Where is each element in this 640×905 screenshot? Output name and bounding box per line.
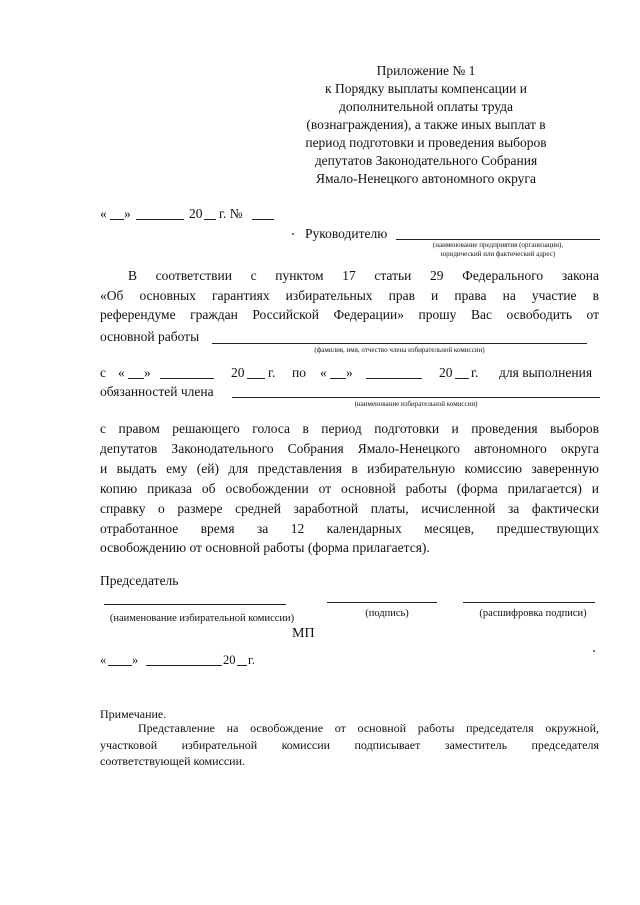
- note-line: участковой избирательной комиссии подписывает заместитель председателя: [100, 738, 599, 752]
- paragraph-line: освобождению от основной работы (форма прилагается).: [100, 540, 430, 555]
- addressee-hint: юридический или фактический адрес): [440, 250, 556, 258]
- to-year-suffix: г.: [471, 365, 479, 380]
- signature-decode-field[interactable]: [463, 602, 595, 603]
- paragraph-line: В соответствии с пунктом 17 статьи 29 Федерального закона: [128, 268, 599, 283]
- paragraph-line: с правом решающего голоса в период подготовки и проведения выборов: [100, 421, 599, 436]
- addressee-hint: (наименование предприятия (организации),: [432, 241, 564, 249]
- quote-open: «: [100, 653, 107, 667]
- from-year-blank[interactable]: [247, 378, 265, 379]
- quote-close: »: [124, 206, 131, 221]
- addressee-field[interactable]: [396, 239, 600, 240]
- addressee-label: Руководителю: [305, 226, 388, 241]
- month-blank[interactable]: [136, 219, 184, 220]
- note-line: Представление на освобождение от основной работы председателя окружной,: [138, 721, 599, 735]
- decode-caption: (расшифровка подписи): [479, 608, 587, 619]
- chairman-label: Председатель: [100, 573, 179, 588]
- commission-name-hint: (наименование избирательной комиссии): [354, 400, 478, 408]
- from-label: с: [100, 365, 106, 380]
- paragraph-line: депутатов Законодательного Собрания Ямало-Ненецкого автономного округа: [100, 441, 599, 456]
- stamp-place-label: МП: [292, 626, 315, 641]
- quote-close: »: [132, 653, 139, 667]
- commission-name-field[interactable]: [232, 397, 600, 398]
- day-blank[interactable]: [110, 219, 124, 220]
- to-year-blank[interactable]: [455, 378, 469, 379]
- paragraph-line: референдуме граждан Российской Федерации» прошу Вас освободить от: [100, 307, 599, 322]
- commission-signature-field[interactable]: [104, 604, 286, 605]
- to-label: по: [292, 365, 306, 380]
- signature-field[interactable]: [327, 602, 437, 603]
- from-month-blank[interactable]: [160, 378, 214, 379]
- quote-close: »: [346, 365, 353, 380]
- member-name-hint: (фамилия, имя, отчество члена избирательной комиссии): [314, 346, 485, 354]
- from-day-blank[interactable]: [128, 378, 144, 379]
- sign-month-blank[interactable]: [146, 665, 222, 666]
- note-title: Примечание.: [100, 707, 167, 721]
- year-prefix: 20: [189, 206, 203, 221]
- paragraph-line: и выдать ему (ей) для представления в избирательную комиссию заверенную: [100, 461, 599, 476]
- purpose-label: для выполнения: [499, 365, 593, 380]
- stray-mark: [593, 650, 595, 652]
- note-line: соответствующей комиссии.: [100, 754, 246, 768]
- quote-open: «: [100, 206, 107, 221]
- sign-year-blank[interactable]: [237, 665, 247, 666]
- paragraph-line: отработанное время за 12 календарных месяцев, предшествующих: [100, 521, 599, 536]
- annex-line: к Порядку выплаты компенсации и: [325, 81, 527, 96]
- annex-line: депутатов Законодательного Собрания: [314, 153, 538, 168]
- annex-line: дополнительной оплаты труда: [338, 99, 514, 114]
- paragraph-line: копию приказа об освобождении от основной работы (форма прилагается) и: [100, 481, 599, 496]
- number-blank[interactable]: [252, 219, 274, 220]
- from-year-prefix: 20: [231, 365, 245, 380]
- commission-caption: (наименование избирательной комиссии): [109, 613, 295, 624]
- year-suffix: г. №: [219, 206, 243, 221]
- main-job-label: основной работы: [100, 329, 200, 344]
- quote-close: »: [144, 365, 151, 380]
- annex-line: период подготовки и проведения выборов: [305, 135, 547, 150]
- annex-line: Ямало-Ненецкого автономного округа: [316, 171, 536, 186]
- annex-title: Приложение № 1: [376, 63, 476, 78]
- year-blank[interactable]: [204, 219, 216, 220]
- sign-year-suffix: г.: [248, 653, 255, 667]
- to-month-blank[interactable]: [366, 378, 422, 379]
- annex-line: (вознаграждения), а также иных выплат в: [306, 117, 546, 132]
- paragraph-line: справку о размере средней заработной платы, исчисленной за фактически: [100, 501, 599, 516]
- duties-label: обязанностей члена: [100, 384, 214, 399]
- quote-open: «: [118, 365, 125, 380]
- quote-open: «: [320, 365, 327, 380]
- paragraph-line: «Об основных гарантиях избирательных прав и права на участие в: [100, 288, 599, 303]
- to-year-prefix: 20: [439, 365, 453, 380]
- from-year-suffix: г.: [268, 365, 276, 380]
- signature-caption: (подпись): [365, 608, 409, 619]
- member-name-field[interactable]: [212, 343, 587, 344]
- sign-day-blank[interactable]: [108, 665, 132, 666]
- sign-year-prefix: 20: [223, 653, 236, 667]
- to-day-blank[interactable]: [330, 378, 346, 379]
- stray-mark: [292, 233, 294, 235]
